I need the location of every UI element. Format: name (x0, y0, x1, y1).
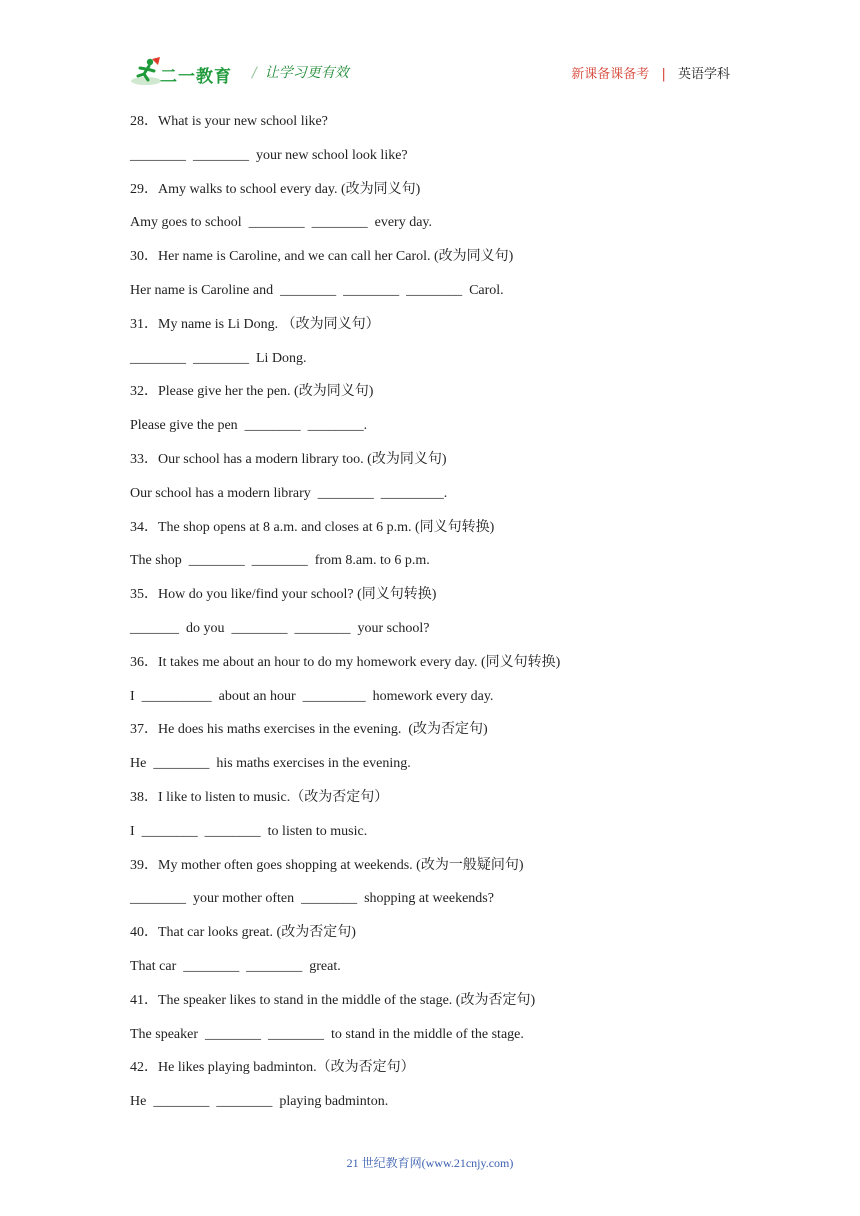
answer-29: Amy goes to school ________ ________ every day. (130, 215, 432, 231)
question-40: 40．That car looks great. (改为否定句) (130, 925, 356, 941)
answer-28: ________ ________ your new school look like? (130, 147, 408, 163)
question-30: 30．Her name is Caroline, and we can call her Carol. (改为同义句) (130, 249, 514, 265)
answer-36: I __________ about an hour _________ homework every day. (130, 688, 494, 704)
logo-text: 二一教育 (160, 67, 232, 87)
answer-37: He ________ his maths exercises in the evening. (130, 756, 411, 772)
answer-35: _______ do you ________ ________ your school? (130, 620, 430, 636)
answer-42: He ________ ________ playing badminton. (130, 1094, 389, 1110)
slogan-text: 让学习更有效 (264, 65, 349, 81)
answer-38: I ________ ________ to listen to music. (130, 823, 368, 839)
question-36: 36．It takes me about an hour to do my homework every day. (同义句转换) (130, 654, 561, 670)
header-subject (571, 63, 730, 82)
answer-33: Our school has a modern library ________ _________. (130, 485, 448, 501)
question-31: 31．My name is Li Dong. （改为同义句） (130, 316, 380, 332)
question-39: 39．My mother often goes shopping at weekends. (改为一般疑问句) (130, 857, 524, 873)
runner-logo-icon (130, 57, 164, 87)
question-35: 35．How do you like/find your school? (同义句转换) (130, 587, 437, 603)
question-29: 29．Amy walks to school every day. (改为同义句) (130, 181, 421, 197)
answer-39: ________ your mother often ________ shopping at weekends? (130, 891, 494, 907)
question-41: 41．The speaker likes to stand in the middle of the stage. (改为否定句) (130, 992, 536, 1008)
slogan: / 让学习更有效 (252, 65, 349, 81)
answer-34: The shop ________ ________ from 8.am. to 6 p.m. (130, 553, 430, 569)
question-34: 34．The shop opens at 8 a.m. and closes at 6 p.m. (同义句转换) (130, 519, 495, 535)
exercise-list (130, 112, 750, 1126)
page-header (130, 54, 730, 94)
question-33: 33．Our school has a modern library too. (改为同义句) (130, 451, 447, 467)
question-32: 32．Please give her the pen. (改为同义句) (130, 384, 374, 400)
answer-41: The speaker ________ ________ to stand in the middle of the stage. (130, 1026, 524, 1042)
answer-30: Her name is Caroline and ________ ________ ________ Carol. (130, 282, 504, 298)
question-42: 42．He likes playing badminton.（改为否定句） (130, 1060, 415, 1076)
question-28: 28．What is your new school like? (130, 114, 328, 129)
question-38: 38．I like to listen to music.（改为否定句） (130, 789, 389, 805)
header-separator: | (661, 67, 666, 82)
logo (130, 54, 250, 90)
header-course-label: 新课备课备考 (571, 67, 650, 82)
question-37: 37．He does his maths exercises in the evening. (改为否定句) (130, 722, 488, 738)
answer-31: ________ ________ Li Dong. (130, 350, 307, 366)
answer-32: Please give the pen ________ ________. (130, 418, 368, 434)
answer-40: That car ________ ________ great. (130, 958, 341, 974)
header-subject-label: 英语学科 (677, 67, 730, 82)
page-footer: 21 世纪教育网(www.21cnjy.com) (346, 1156, 514, 1170)
